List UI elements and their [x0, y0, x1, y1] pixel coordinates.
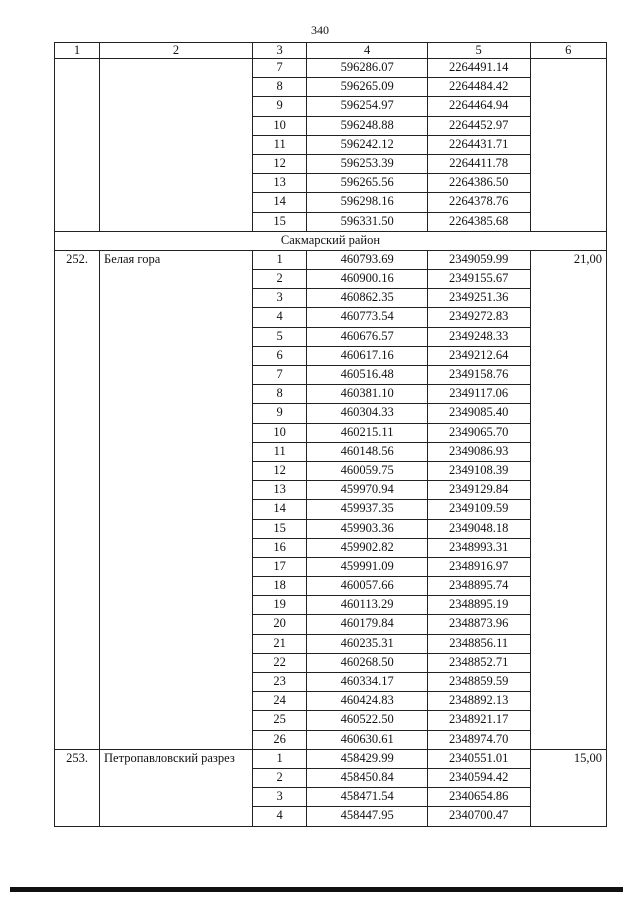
coord-x: 596286.07	[307, 59, 427, 78]
region-row	[55, 231, 607, 250]
point-number: 8	[252, 78, 306, 97]
coord-y: 2264386.50	[427, 174, 530, 193]
coord-x: 460215.11	[307, 423, 427, 442]
header-cell: 5	[427, 43, 530, 59]
coord-y: 2348921.17	[427, 711, 530, 730]
coord-y: 2349251.36	[427, 289, 530, 308]
point-number: 8	[252, 385, 306, 404]
coord-y: 2348916.97	[427, 557, 530, 576]
coord-y: 2349109.59	[427, 500, 530, 519]
coord-y: 2348852.71	[427, 653, 530, 672]
header-cell: 6	[530, 43, 607, 59]
object-number	[55, 59, 100, 232]
coord-x: 459902.82	[307, 538, 427, 557]
coord-y: 2348856.11	[427, 634, 530, 653]
point-number: 24	[252, 692, 306, 711]
coord-x: 458429.99	[307, 749, 427, 768]
coord-x: 596265.09	[307, 78, 427, 97]
coordinates-table	[54, 42, 607, 827]
point-number: 10	[252, 423, 306, 442]
point-number: 3	[252, 788, 306, 807]
coord-x: 459903.36	[307, 519, 427, 538]
coord-y: 2264452.97	[427, 116, 530, 135]
coord-x: 596265.56	[307, 174, 427, 193]
point-number: 5	[252, 327, 306, 346]
coord-x: 460522.50	[307, 711, 427, 730]
coord-y: 2349108.39	[427, 461, 530, 480]
region-name: Сакмарский район	[55, 231, 607, 250]
point-number: 4	[252, 308, 306, 327]
coord-x: 460617.16	[307, 346, 427, 365]
coord-y: 2340700.47	[427, 807, 530, 826]
point-number: 7	[252, 366, 306, 385]
header-cell: 1	[55, 43, 100, 59]
header-cell: 2	[100, 43, 253, 59]
coord-y: 2264385.68	[427, 212, 530, 231]
point-number: 4	[252, 807, 306, 826]
coord-y: 2264464.94	[427, 97, 530, 116]
coord-x: 460235.31	[307, 634, 427, 653]
coord-y: 2264484.42	[427, 78, 530, 97]
coord-x: 460676.57	[307, 327, 427, 346]
point-number: 10	[252, 116, 306, 135]
object-name: Петропавловский разрез	[100, 749, 253, 826]
point-number: 13	[252, 174, 306, 193]
point-number: 2	[252, 270, 306, 289]
coord-y: 2349212.64	[427, 346, 530, 365]
coord-x: 460862.35	[307, 289, 427, 308]
coord-y: 2340594.42	[427, 768, 530, 787]
coord-y: 2348895.19	[427, 596, 530, 615]
point-number: 14	[252, 193, 306, 212]
coord-x: 596242.12	[307, 135, 427, 154]
coord-y: 2348895.74	[427, 577, 530, 596]
point-number: 9	[252, 404, 306, 423]
coord-y: 2264411.78	[427, 154, 530, 173]
point-number: 17	[252, 557, 306, 576]
coord-x: 459970.94	[307, 481, 427, 500]
coord-y: 2348993.31	[427, 538, 530, 557]
coord-x: 460630.61	[307, 730, 427, 749]
coord-x: 458471.54	[307, 788, 427, 807]
point-number: 12	[252, 154, 306, 173]
header-row	[55, 43, 607, 59]
coord-y: 2348892.13	[427, 692, 530, 711]
point-number: 19	[252, 596, 306, 615]
point-number: 13	[252, 481, 306, 500]
coord-y: 2348873.96	[427, 615, 530, 634]
coord-x: 460113.29	[307, 596, 427, 615]
point-number: 11	[252, 135, 306, 154]
coord-x: 458450.84	[307, 768, 427, 787]
coord-y: 2349155.67	[427, 270, 530, 289]
coord-x: 460059.75	[307, 461, 427, 480]
coord-x: 596248.88	[307, 116, 427, 135]
coord-y: 2264491.14	[427, 59, 530, 78]
coord-x: 460516.48	[307, 366, 427, 385]
object-area	[530, 59, 607, 232]
coord-y: 2348974.70	[427, 730, 530, 749]
coord-y: 2264378.76	[427, 193, 530, 212]
point-number: 1	[252, 250, 306, 269]
coord-y: 2349085.40	[427, 404, 530, 423]
coord-x: 460773.54	[307, 308, 427, 327]
coord-x: 596298.16	[307, 193, 427, 212]
coord-x: 460268.50	[307, 653, 427, 672]
coord-y: 2349272.83	[427, 308, 530, 327]
coord-x: 596254.97	[307, 97, 427, 116]
coord-y: 2340654.86	[427, 788, 530, 807]
coord-x: 460381.10	[307, 385, 427, 404]
coord-y: 2264431.71	[427, 135, 530, 154]
coord-y: 2349248.33	[427, 327, 530, 346]
coord-y: 2348859.59	[427, 673, 530, 692]
coord-y: 2349117.06	[427, 385, 530, 404]
point-number: 21	[252, 634, 306, 653]
footer-rule	[10, 887, 623, 892]
header-cell: 4	[307, 43, 427, 59]
table-row	[55, 59, 607, 78]
point-number: 6	[252, 346, 306, 365]
coord-x: 596331.50	[307, 212, 427, 231]
point-number: 15	[252, 519, 306, 538]
point-number: 15	[252, 212, 306, 231]
header-cell: 3	[252, 43, 306, 59]
coord-x: 460424.83	[307, 692, 427, 711]
point-number: 25	[252, 711, 306, 730]
coord-x: 460148.56	[307, 442, 427, 461]
coord-y: 2349048.18	[427, 519, 530, 538]
coord-x: 460057.66	[307, 577, 427, 596]
coord-x: 460793.69	[307, 250, 427, 269]
coord-y: 2349059.99	[427, 250, 530, 269]
object-number: 253.	[55, 749, 100, 826]
coord-x: 458447.95	[307, 807, 427, 826]
coord-x: 596253.39	[307, 154, 427, 173]
point-number: 20	[252, 615, 306, 634]
point-number: 12	[252, 461, 306, 480]
point-number: 22	[252, 653, 306, 672]
object-number: 252.	[55, 250, 100, 749]
object-area: 21,00	[530, 250, 607, 749]
coord-x: 460304.33	[307, 404, 427, 423]
point-number: 3	[252, 289, 306, 308]
coord-x: 459991.09	[307, 557, 427, 576]
point-number: 9	[252, 97, 306, 116]
coord-x: 460179.84	[307, 615, 427, 634]
object-area: 15,00	[530, 749, 607, 826]
coord-x: 460900.16	[307, 270, 427, 289]
point-number: 26	[252, 730, 306, 749]
point-number: 14	[252, 500, 306, 519]
object-name	[100, 59, 253, 232]
object-name: Белая гора	[100, 250, 253, 749]
coord-y: 2349086.93	[427, 442, 530, 461]
page-number: 340	[311, 23, 329, 37]
coord-y: 2340551.01	[427, 749, 530, 768]
point-number: 16	[252, 538, 306, 557]
coord-y: 2349158.76	[427, 366, 530, 385]
point-number: 7	[252, 59, 306, 78]
point-number: 23	[252, 673, 306, 692]
coord-y: 2349065.70	[427, 423, 530, 442]
coord-y: 2349129.84	[427, 481, 530, 500]
table-row	[55, 250, 607, 269]
coord-x: 460334.17	[307, 673, 427, 692]
point-number: 11	[252, 442, 306, 461]
point-number: 18	[252, 577, 306, 596]
point-number: 1	[252, 749, 306, 768]
point-number: 2	[252, 768, 306, 787]
coord-x: 459937.35	[307, 500, 427, 519]
table-row	[55, 749, 607, 768]
